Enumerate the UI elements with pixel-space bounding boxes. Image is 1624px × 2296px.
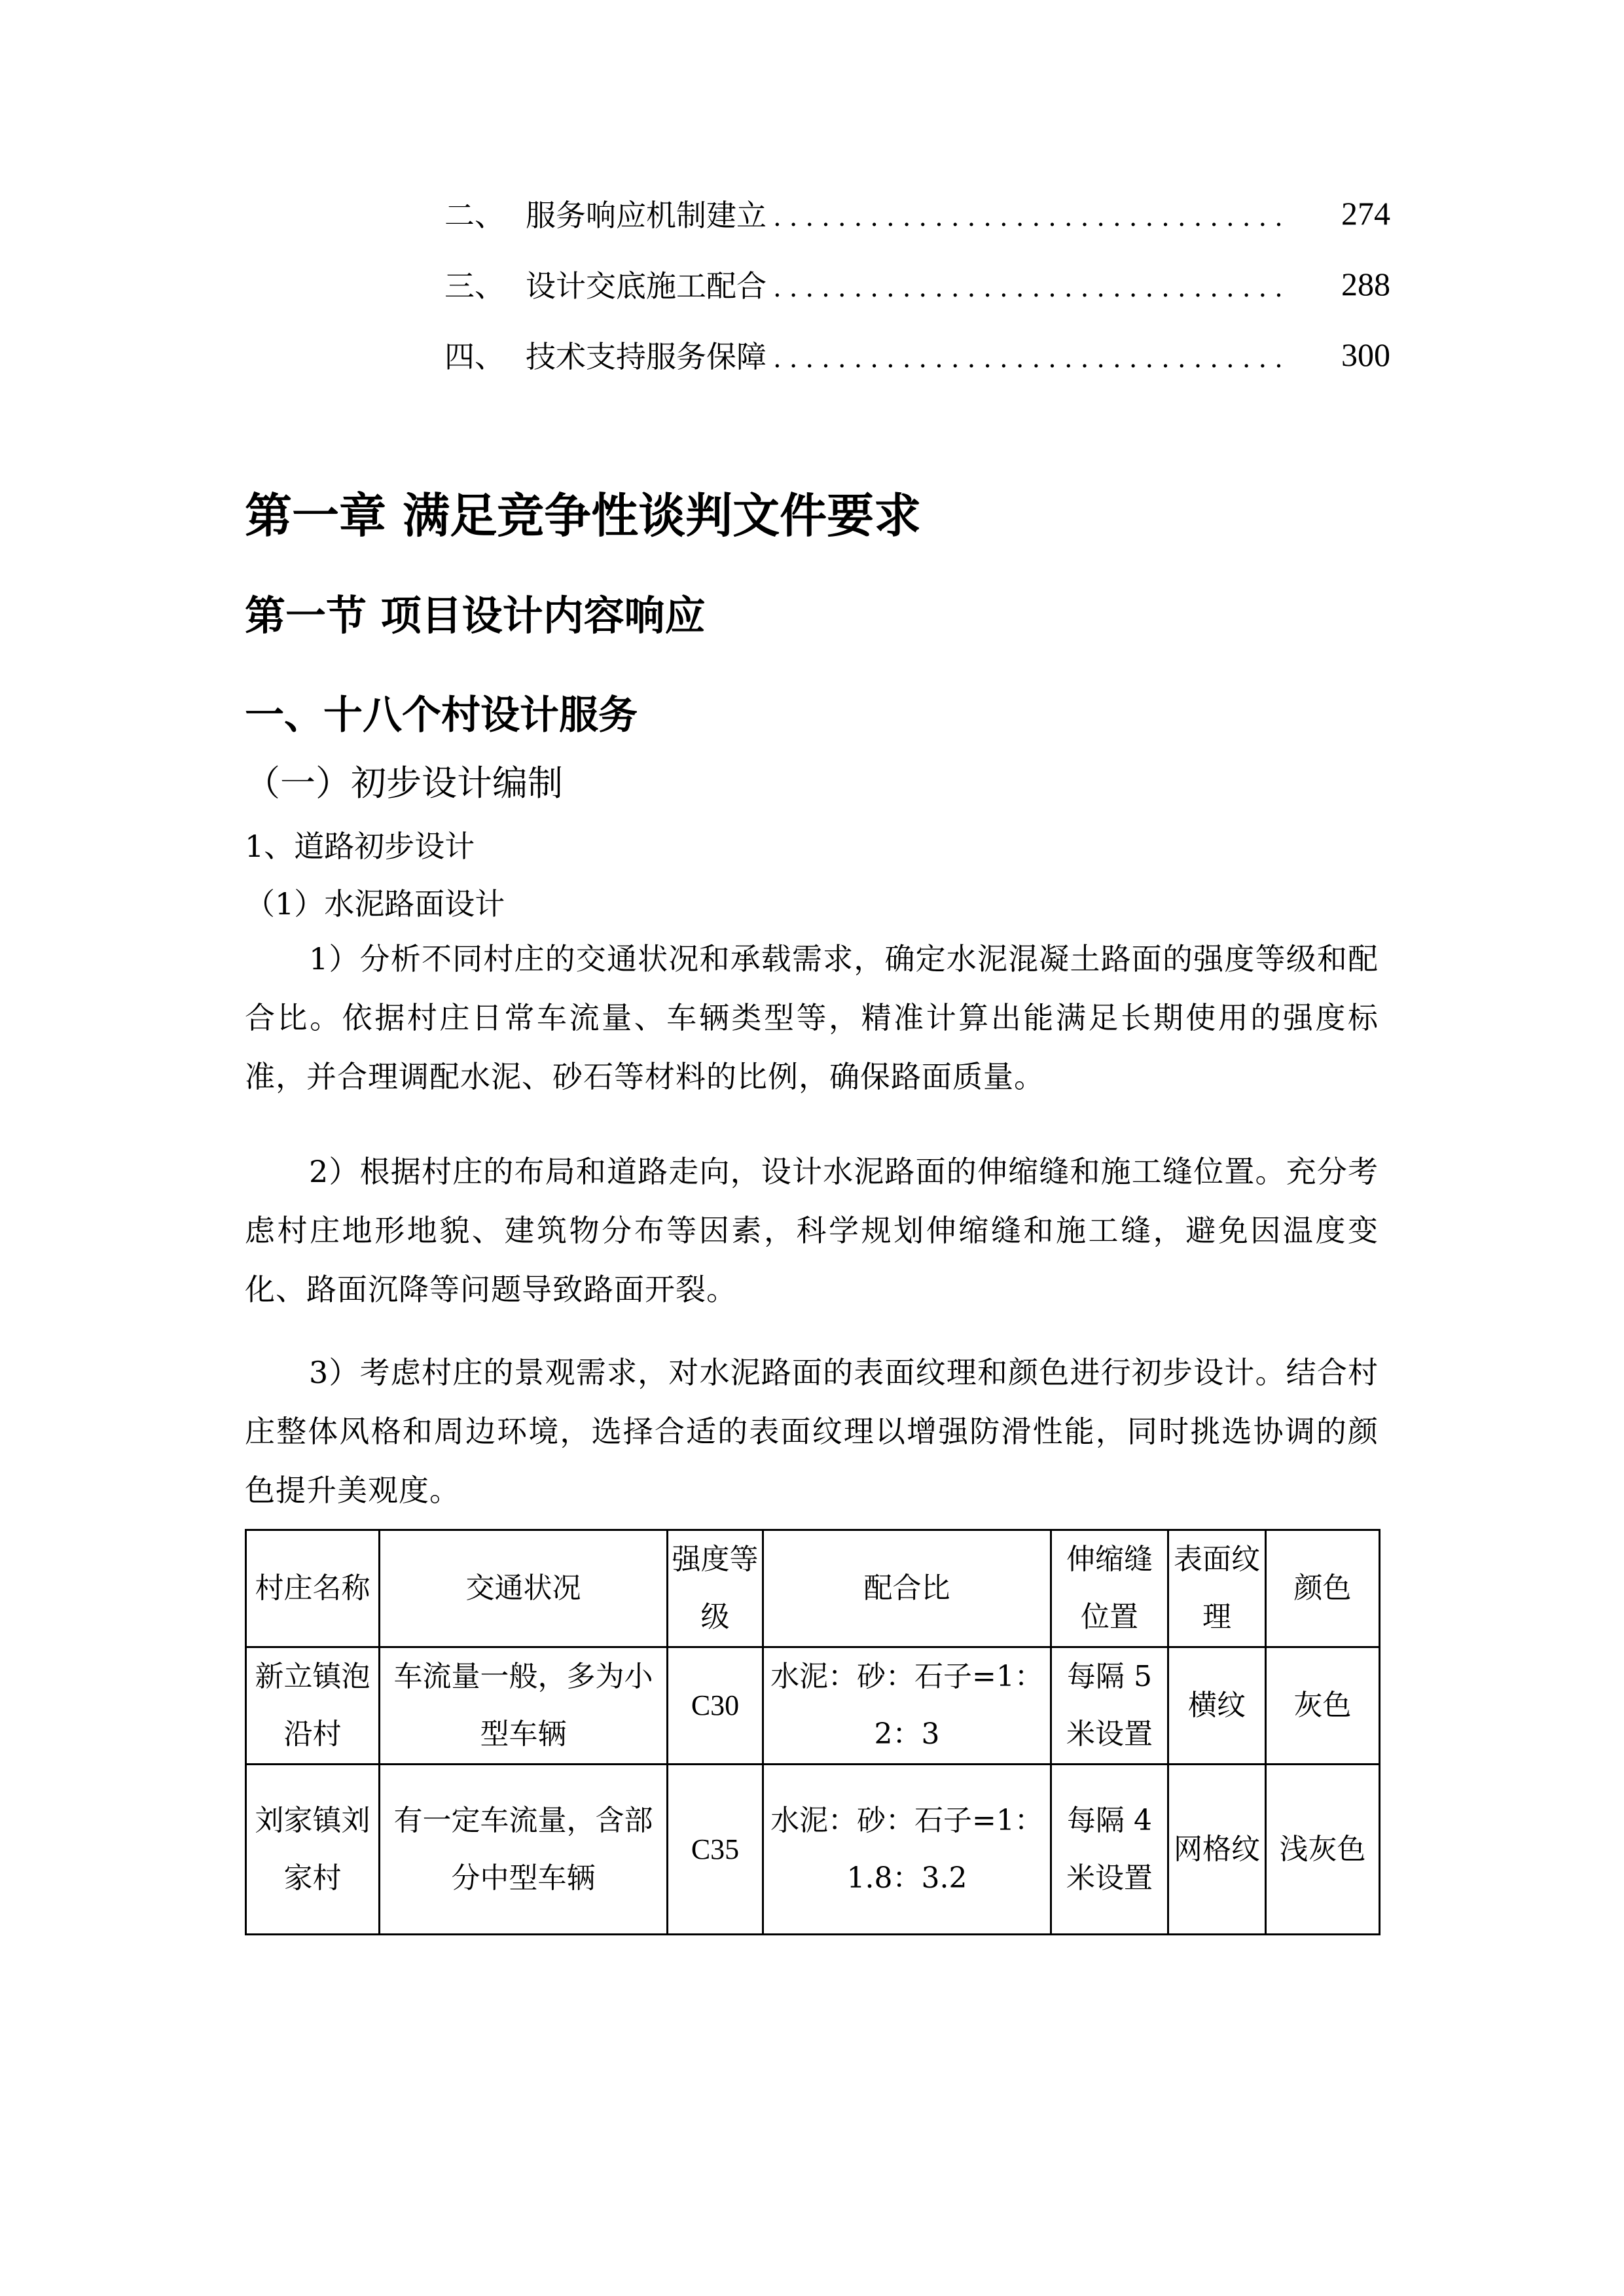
toc-entry-page: 300 [1341, 336, 1390, 373]
road-spec-table [245, 1529, 1380, 1935]
table-header-cell: 颜色 [1266, 1530, 1380, 1647]
body-paragraph: 1）分析不同村庄的交通状况和承载需求，确定水泥混凝土路面的强度等级和配合比。依据村庄日常车流量、车辆类型等，精准计算出能满足长期使用的强度标准，并合理调配水泥、砂石等材料的比例，确保路面质量。 [245, 941, 1379, 1094]
table-cell-joint-spacing: 每隔 4 米设置 [1051, 1765, 1168, 1935]
level3-heading: 1、道路初步设计 [245, 829, 475, 864]
toc-entry-number: 三、 [444, 268, 505, 304]
toc-entry-number: 四、 [444, 339, 505, 374]
table-header-cell: 配合比 [763, 1530, 1051, 1647]
level2-heading: （一）初步设计编制 [245, 762, 563, 804]
toc-entry-page: 274 [1341, 195, 1390, 232]
table-cell-traffic: 有一定车流量，含部分中型车辆 [380, 1765, 668, 1935]
table-cell-grade: C30 [668, 1647, 763, 1765]
toc-entry-page: 288 [1341, 266, 1390, 302]
body-paragraph: 3）考虑村庄的景观需求，对水泥路面的表面纹理和颜色进行初步设计。结合村庄整体风格和周边环境，选择合适的表面纹理以增强防滑性能，同时挑选协调的颜色提升美观度。 [245, 1355, 1379, 1508]
table-cell-village: 新立镇泡沿村 [246, 1647, 380, 1765]
chapter-heading: 第一章 满足竞争性谈判文件要求 [245, 488, 922, 543]
table-cell-mix-ratio: 水泥：砂：石子=1：2：3 [763, 1647, 1051, 1765]
toc-leader-dots: ................................ [773, 344, 1291, 372]
toc-entry-title: 设计交底施工配合 [526, 268, 767, 304]
table-cell-color: 浅灰色 [1266, 1765, 1380, 1935]
toc-entry[interactable] [444, 194, 1390, 233]
body-paragraph: 2）根据村庄的布局和道路走向，设计水泥路面的伸缩缝和施工缝位置。充分考虑村庄地形地貌、建筑物分布等因素，科学规划伸缩缝和施工缝，避免因温度变化、路面沉降等问题导致路面开裂。 [245, 1154, 1379, 1307]
toc-entry[interactable] [444, 264, 1390, 304]
level1-heading: 一、十八个村设计服务 [245, 692, 638, 738]
toc-entry-number: 二、 [444, 198, 505, 233]
table-cell-texture: 横纹 [1168, 1647, 1266, 1765]
table-cell-grade: C35 [668, 1765, 763, 1935]
table-cell-traffic: 车流量一般，多为小型车辆 [380, 1647, 668, 1765]
table-cell-village: 刘家镇刘家村 [246, 1765, 380, 1935]
toc-leader-dots: ................................ [773, 273, 1291, 301]
table-header-cell: 村庄名称 [246, 1530, 380, 1647]
toc-entry-title: 服务响应机制建立 [526, 198, 767, 233]
toc-entry[interactable] [444, 335, 1390, 374]
table-cell-texture: 网格纹 [1168, 1765, 1266, 1935]
toc-leader-dots: ................................ [773, 202, 1291, 230]
table-header-cell: 强度等级 [668, 1530, 763, 1647]
table-header-cell: 表面纹理 [1168, 1530, 1266, 1647]
toc-entry-title: 技术支持服务保障 [526, 339, 767, 374]
level4-heading: （1）水泥路面设计 [245, 886, 505, 922]
section-heading: 第一节 项目设计内容响应 [245, 592, 706, 639]
table-header-cell: 交通状况 [380, 1530, 668, 1647]
table-cell-joint-spacing: 每隔 5 米设置 [1051, 1647, 1168, 1765]
table-cell-color: 灰色 [1266, 1647, 1380, 1765]
table-header-cell: 伸缩缝位置 [1051, 1530, 1168, 1647]
table-row [246, 1765, 1380, 1935]
table-header-row [246, 1530, 1380, 1647]
table-cell-mix-ratio: 水泥：砂：石子=1：1.8：3.2 [763, 1765, 1051, 1935]
table-row [246, 1647, 1380, 1765]
